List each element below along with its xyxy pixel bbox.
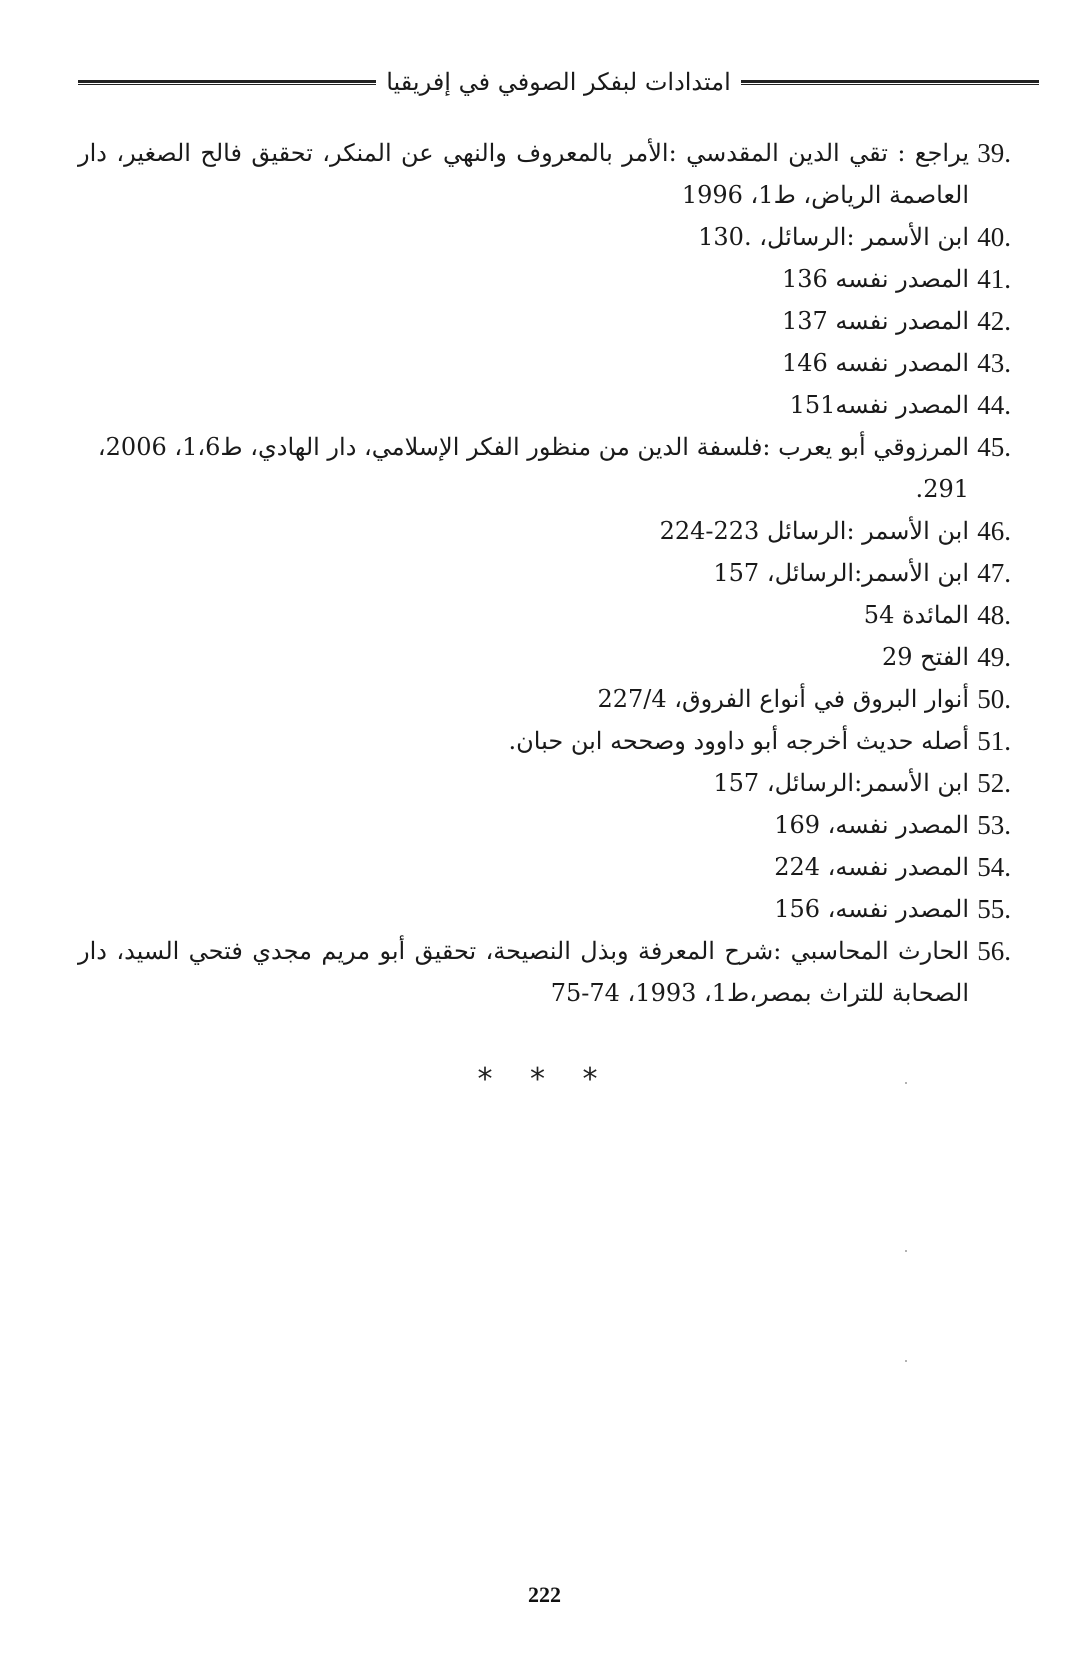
endnote-number: 53.	[977, 810, 1011, 840]
endnote-number: 48.	[977, 600, 1011, 630]
endnote-item	[78, 132, 1011, 216]
endnote-item	[78, 342, 1011, 384]
endnote-item	[78, 804, 1011, 846]
page-number: 222	[528, 1582, 561, 1607]
endnote-number: 40.	[977, 222, 1011, 252]
scan-speck	[905, 1082, 907, 1084]
endnote-number: 44.	[977, 390, 1011, 420]
endnote-item	[78, 426, 1011, 510]
endnote-item	[78, 594, 1011, 636]
endnote-text: المائدة 54	[863, 601, 969, 629]
endnote-text: المصدر نفسه، 156	[774, 895, 969, 923]
endnote-text: ابن الأسمر:الرسائل، 157	[713, 559, 969, 587]
endnote-item	[78, 384, 1011, 426]
header-title: امتدادات لبفكر الصوفي في إفريقيا	[386, 68, 731, 96]
endnote-number: 51.	[977, 726, 1011, 756]
endnote-number: 46.	[977, 516, 1011, 546]
endnote-item	[78, 720, 1011, 762]
endnote-text: الفتح 29	[881, 643, 969, 671]
endnote-item	[78, 930, 1011, 1014]
endnote-item	[78, 678, 1011, 720]
endnote-text: المرزوقي أبو يعرب :فلسفة الدين من منظور الفكر الإسلامي، دار الهادي، ط1،6، 2006، 291.	[97, 433, 969, 503]
endnote-number: 41.	[977, 264, 1011, 294]
endnote-text: الحارث المحاسبي :شرح المعرفة وبذل النصيحة، تحقيق أبو مريم مجدي فتحي السيد، دار الصحابة للتراث بمصر،ط1، 1993، 74-75	[78, 937, 969, 1007]
endnote-number: 50.	[977, 684, 1011, 714]
section-separator: * * *	[477, 1062, 612, 1097]
running-header	[78, 62, 1039, 102]
endnote-text: المصدر نفسه، 224	[774, 853, 969, 881]
endnote-item	[78, 258, 1011, 300]
endnote-item	[78, 762, 1011, 804]
header-rule-left	[78, 80, 376, 85]
endnote-text: المصدر نفسه 137	[781, 307, 969, 335]
endnote-text: المصدر نفسه 136	[781, 265, 969, 293]
endnote-text: ابن الأسمر :الرسائل 223-224	[659, 517, 969, 545]
endnote-number: 39.	[977, 138, 1011, 168]
endnote-text: المصدر نفسه 146	[781, 349, 969, 377]
scan-speck	[905, 1250, 907, 1252]
endnote-number: 45.	[977, 432, 1011, 462]
endnote-number: 49.	[977, 642, 1011, 672]
endnote-number: 43.	[977, 348, 1011, 378]
endnote-text: ابن الأسمر:الرسائل، 157	[713, 769, 969, 797]
endnote-number: 54.	[977, 852, 1011, 882]
endnote-number: 42.	[977, 306, 1011, 336]
endnote-number: 47.	[977, 558, 1011, 588]
endnote-item	[78, 216, 1011, 258]
endnote-text: المصدر نفسه، 169	[774, 811, 969, 839]
endnote-number: 55.	[977, 894, 1011, 924]
endnote-item	[78, 510, 1011, 552]
endnote-item	[78, 888, 1011, 930]
endnote-text: أصله حديث أخرجه أبو داوود وصححه ابن حبان.	[508, 727, 969, 755]
endnote-text: ابن الأسمر :الرسائل، .130	[698, 223, 969, 251]
scan-speck	[905, 1360, 907, 1362]
endnote-text: المصدر نفسه151	[789, 391, 969, 419]
endnote-item	[78, 552, 1011, 594]
endnote-number: 52.	[977, 768, 1011, 798]
endnote-item	[78, 300, 1011, 342]
endnotes-list	[78, 132, 1011, 1014]
endnote-number: 56.	[977, 936, 1011, 966]
endnote-item	[78, 636, 1011, 678]
header-rule-right	[741, 80, 1039, 85]
endnote-item	[78, 846, 1011, 888]
endnote-text: أنوار البروق في أنواع الفروق، 227/4	[597, 685, 969, 713]
endnote-text: يراجع : تقي الدين المقدسي :الأمر بالمعروف والنهي عن المنكر، تحقيق فالح الصغير، دار العاصمة الرياض، ط1، 1996	[78, 139, 969, 209]
